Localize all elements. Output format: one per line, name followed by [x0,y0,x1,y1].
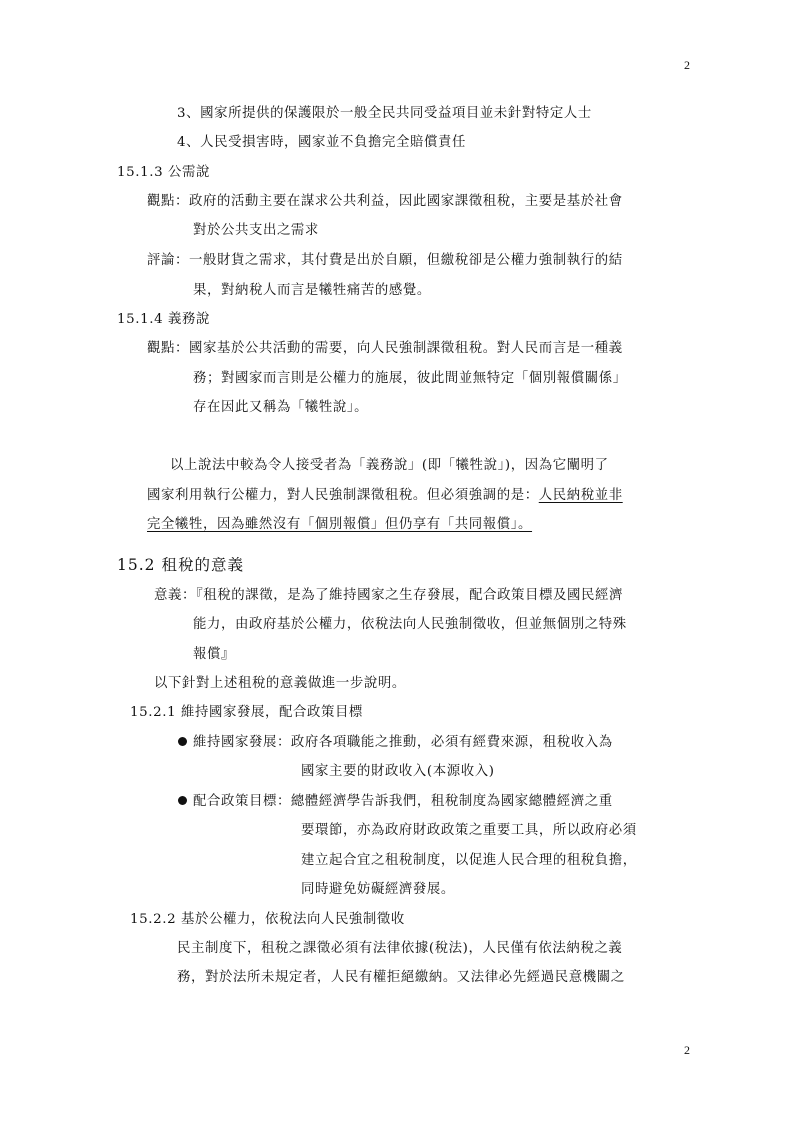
page-number-top: 2 [684,58,690,72]
section-heading-15-2: 15.2 租稅的意義 [117,556,244,574]
paragraph-line: 存在因此又稱為「犧牲說」。 [193,400,369,415]
section-heading-15-1-4: 15.1.4 義務說 [117,312,211,327]
paragraph-line: 以下針對上述租稅的意義做進一步說明。 [154,676,406,691]
section-heading-15-1-3: 15.1.3 公需說 [117,165,211,180]
bullet-dot-icon [178,737,187,746]
paragraph-line: 評論：一般財貨之需求，其付費是出於自願，但繳稅卻是公權力強制執行的結 [147,253,623,268]
section-heading-15-2-1: 15.2.1 維持國家發展，配合政策目標 [130,705,363,720]
paragraph-line: 意義：『租稅的課徵，是為了維持國家之生存發展，配合政策目標及國民經濟 [154,588,623,603]
underlined-text: 人民納稅並非 [538,488,623,503]
paragraph-line: 務；對國家而言則是公權力的施展，彼此間並無特定「個別報償關係」 [193,371,627,386]
underlined-text: 完全犧牲，因為雖然沒有「個別報償」但仍享有「共同報償」。 [147,517,533,532]
paragraph-line [147,487,623,505]
bullet-continuation: 國家主要的財政收入(本源收入) [301,764,495,779]
paragraph-text: 國家利用執行公權力，對人民強制課徵租稅。但必須強調的是： [147,488,539,503]
paragraph-line: 對於公共支出之需求 [193,223,319,238]
paragraph-line: 務，對於法所未規定者，人民有權拒絕繳納。又法律必先經過民意機關之 [177,970,625,985]
bullet-continuation: 同時避免妨礙經濟發展。 [301,882,455,897]
paragraph-line: 果，對納稅人而言是犧牲痛苦的感覺。 [193,283,431,298]
bullet-continuation: 建立起合宜之租稅制度，以促進人民合理的租稅負擔， [301,853,637,868]
paragraph-line: 能力，由政府基於公權力，依稅法向人民強制徵收，但並無個別之特殊 [193,617,627,632]
page-number-bottom: 2 [684,1043,690,1057]
bullet-item [178,793,613,811]
bullet-continuation: 要環節，亦為政府財政政策之重要工具，所以政府必須 [301,823,637,838]
list-item-3: 3、國家所提供的保護限於一般全民共同受益項目並未針對特定人士 [177,106,592,121]
list-item-4: 4、人民受損害時，國家並不負擔完全賠償責任 [177,135,466,150]
bullet-text: 維持國家發展：政府各項職能之推動，必須有經費來源，租稅收入為 [193,735,613,750]
bullet-text: 配合政策目標：總體經濟學告訴我們，租稅制度為國家總體經濟之重 [193,794,613,809]
bullet-dot-icon [178,796,187,805]
bullet-item [178,734,613,752]
paragraph-line: 觀點：政府的活動主要在謀求公共利益，因此國家課徵租稅，主要是基於社會 [147,194,623,209]
paragraph-line: 民主制度下，租稅之課徵必須有法律依據(稅法)，人民僅有依法納稅之義 [177,941,623,956]
section-heading-15-2-2: 15.2.2 基於公權力，依稅法向人民強制徵收 [130,912,405,927]
paragraph-line: 以上說法中較為令人接受者為「義務說」(即「犧牲說」)，因為它闡明了 [170,458,609,473]
paragraph-line: 觀點：國家基於公共活動的需要，向人民強制課徵租稅。對人民而言是一種義 [147,341,623,356]
paragraph-line: 報償』 [193,647,235,662]
